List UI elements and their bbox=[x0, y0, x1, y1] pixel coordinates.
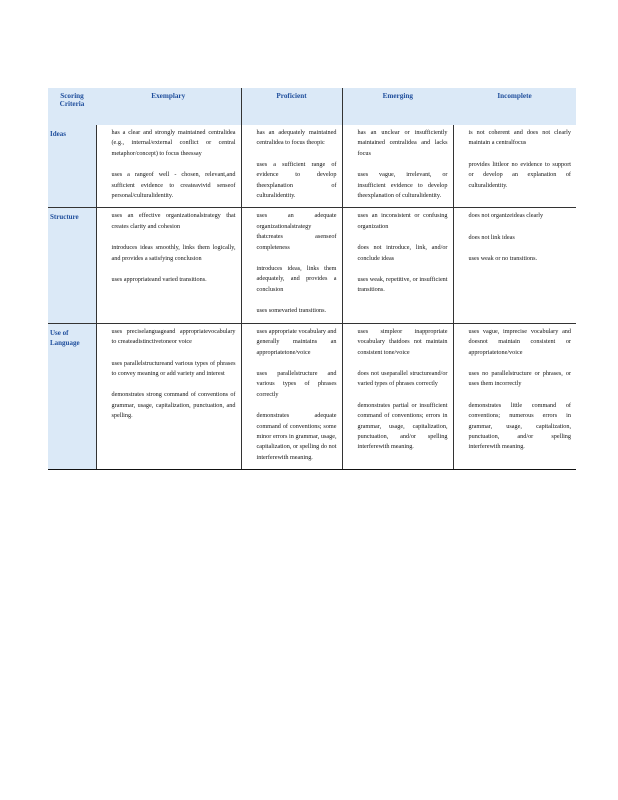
criterion-text: demonstrates strong command of conventions of grammar, usage, capitalization, punctuation, and spelling. bbox=[111, 391, 236, 420]
bullet-icon bbox=[103, 211, 112, 232]
bullet-icon bbox=[460, 369, 469, 390]
criterion-text: has an unclear or insufficiently maintained centralidea and lacks focus bbox=[357, 129, 448, 157]
criterion-text: uses appropriate vocabulary and generally maintains an appropriatetone/voice bbox=[256, 327, 337, 356]
criterion-text: does not organizeideas clearly bbox=[468, 212, 544, 220]
cell-emerging bbox=[342, 125, 453, 208]
list-item bbox=[460, 327, 572, 358]
bullet-icon bbox=[248, 264, 257, 295]
cell-proficient bbox=[241, 208, 342, 323]
bullet-icon bbox=[460, 128, 469, 149]
rubric-table bbox=[48, 88, 576, 470]
list-item bbox=[460, 233, 572, 243]
bullet-icon bbox=[248, 411, 257, 463]
list-item bbox=[349, 170, 448, 201]
cell-emerging bbox=[342, 323, 453, 469]
header-proficient: Proficient bbox=[241, 88, 342, 125]
criterion-text: introduces ideas, links them adequately, and provides a conclusion bbox=[256, 265, 337, 293]
header-scoring-criteria: Scoring Criteria bbox=[48, 88, 96, 125]
bullet-icon bbox=[349, 128, 358, 159]
criterion-text: uses an inconsistent or confusing organization bbox=[357, 212, 448, 230]
cell-exemplary bbox=[96, 125, 241, 208]
list-item bbox=[103, 275, 236, 285]
criterion-text: uses weak, repetitive, or insufficient transitions. bbox=[357, 276, 448, 294]
bullet-icon bbox=[248, 211, 257, 253]
bullet-icon bbox=[460, 327, 469, 358]
list-item bbox=[248, 128, 337, 149]
criterion-label: Use of Language bbox=[48, 323, 96, 469]
criterion-text: does not useparallel structureand/or varied types of phrases correctly bbox=[357, 369, 448, 388]
table-row bbox=[48, 208, 576, 323]
criterion-text: introduces ideas smoothly, links them logically, and provides a satisfying conclusion bbox=[111, 244, 236, 262]
bullet-icon bbox=[349, 275, 358, 296]
cell-exemplary bbox=[96, 208, 241, 323]
criterion-text: uses no parallelstructure or phrases, or uses them incorrectly bbox=[468, 369, 571, 388]
list-item bbox=[349, 243, 448, 264]
bullet-icon bbox=[103, 359, 112, 380]
header-row bbox=[48, 88, 576, 125]
list-item bbox=[248, 211, 337, 253]
list-item bbox=[103, 211, 236, 232]
criterion-text: provides littleor no evidence to support or develop an explanation of culturalidentity. bbox=[468, 160, 571, 189]
list-item bbox=[460, 160, 572, 191]
bullet-icon bbox=[460, 211, 469, 221]
list-item bbox=[103, 359, 236, 380]
bullet-icon bbox=[248, 128, 257, 149]
bullet-icon bbox=[349, 369, 358, 390]
bullet-icon bbox=[460, 160, 469, 191]
rubric-body bbox=[48, 125, 576, 470]
bullet-icon bbox=[460, 233, 469, 243]
criterion-text: demonstrates little command of conventions; numerous errors in grammar, usage, capitalization, punctuation, and/or spelling interferewith meaning. bbox=[468, 401, 571, 451]
list-item bbox=[248, 160, 337, 202]
criterion-text: is not coherent and does not clearly maintain a centralfocus bbox=[468, 129, 571, 147]
bullet-icon bbox=[460, 401, 469, 453]
cell-incomplete bbox=[453, 208, 576, 323]
header-emerging: Emerging bbox=[342, 88, 453, 125]
criterion-text: uses simpleor inappropriate vocabulary thatdoes not maintain consistent tone/voice bbox=[357, 327, 448, 356]
criterion-text: does not introduce, link, and/or conclude ideas bbox=[357, 244, 448, 262]
bullet-icon bbox=[248, 369, 257, 400]
list-item bbox=[460, 211, 572, 221]
bullet-icon bbox=[103, 390, 112, 421]
criterion-label: Structure bbox=[48, 208, 96, 323]
list-item bbox=[103, 170, 236, 201]
cell-incomplete bbox=[453, 323, 576, 469]
list-item bbox=[460, 128, 572, 149]
list-item bbox=[460, 254, 572, 264]
criterion-text: uses an adequate organizationalstrategy thatcreates asenseof completeness bbox=[256, 212, 337, 251]
criterion-text: uses vague, imprecise vocabulary and doesnot maintain consistent or appropriatetone/voice bbox=[468, 327, 571, 356]
bullet-icon bbox=[103, 243, 112, 264]
list-item bbox=[248, 327, 337, 358]
bullet-icon bbox=[460, 254, 469, 264]
cell-proficient bbox=[241, 125, 342, 208]
cell-exemplary bbox=[96, 323, 241, 469]
table-row bbox=[48, 125, 576, 208]
bullet-icon bbox=[248, 160, 257, 202]
cell-emerging bbox=[342, 208, 453, 323]
criterion-label: Ideas bbox=[48, 125, 96, 208]
criterion-text: has an adequately maintained centralidea to focus theopic bbox=[256, 129, 337, 147]
criterion-text: uses preciselanguageand appropriatevocabulary to createadistinctivetoneor voice bbox=[111, 327, 236, 346]
bullet-icon bbox=[349, 327, 358, 358]
list-item bbox=[103, 390, 236, 421]
criterion-text: uses weak or no transitions. bbox=[468, 255, 538, 263]
list-item bbox=[460, 369, 572, 390]
criterion-text: has a clear and strongly maintained centralidea (e.g., internal/external conflict or central metaphor/concept) to focus theessay bbox=[111, 129, 236, 157]
criterion-text: uses parallelstructure and various types of phrases correctly bbox=[256, 369, 337, 398]
criterion-text: uses a rangeof well - chosen, relevant,and sufficient evidence to createavivid senseof personal/culturalidentity. bbox=[111, 171, 236, 200]
list-item bbox=[349, 211, 448, 232]
header-incomplete: Incomplete bbox=[453, 88, 576, 125]
criterion-text: demonstrates partial or insufficient command of conventions; errors in grammar, usage, capitalization, punctuation, and/or spelling interferewith meaning. bbox=[357, 401, 448, 451]
criterion-text: uses an effective organizationalstrategy that creates clarity and cohesion bbox=[111, 212, 236, 230]
header-exemplary: Exemplary bbox=[96, 88, 241, 125]
list-item bbox=[349, 401, 448, 453]
bullet-icon bbox=[349, 401, 358, 453]
list-item bbox=[248, 264, 337, 295]
list-item bbox=[103, 327, 236, 348]
list-item bbox=[248, 369, 337, 400]
cell-incomplete bbox=[453, 125, 576, 208]
bullet-icon bbox=[349, 243, 358, 264]
criterion-text: uses somevaried transitions. bbox=[256, 307, 327, 315]
criterion-text: uses parallelstructureand various types of phrases to convey meaning or add variety and interest bbox=[111, 359, 236, 377]
list-item bbox=[103, 128, 236, 159]
list-item bbox=[103, 243, 236, 264]
list-item bbox=[349, 369, 448, 390]
criterion-text: uses a sufficient range of evidence to develop theexplanation of culturalidentity. bbox=[256, 160, 337, 200]
table-row bbox=[48, 323, 576, 469]
bullet-icon bbox=[248, 306, 257, 316]
bullet-icon bbox=[248, 327, 257, 358]
bullet-icon bbox=[103, 128, 112, 159]
cell-proficient bbox=[241, 323, 342, 469]
list-item bbox=[349, 275, 448, 296]
criterion-text: demonstrates adequate command of conventions; some minor errors in grammar, usage, capitalization, or spelling do not interferewith meaning. bbox=[256, 412, 337, 461]
bullet-icon bbox=[103, 275, 112, 285]
bullet-icon bbox=[103, 170, 112, 201]
list-item bbox=[349, 327, 448, 358]
bullet-icon bbox=[349, 170, 358, 201]
criterion-text: does not link ideas bbox=[468, 233, 515, 241]
list-item bbox=[349, 128, 448, 159]
criterion-text: uses appropriateand varied transitions. bbox=[111, 276, 207, 284]
criterion-text: uses vague, irrelevant, or insufficient evidence to develop theexplanation of culturalidentity. bbox=[357, 171, 448, 200]
list-item bbox=[248, 306, 337, 316]
bullet-icon bbox=[349, 211, 358, 232]
bullet-icon bbox=[103, 327, 112, 348]
list-item bbox=[248, 411, 337, 463]
list-item bbox=[460, 401, 572, 453]
